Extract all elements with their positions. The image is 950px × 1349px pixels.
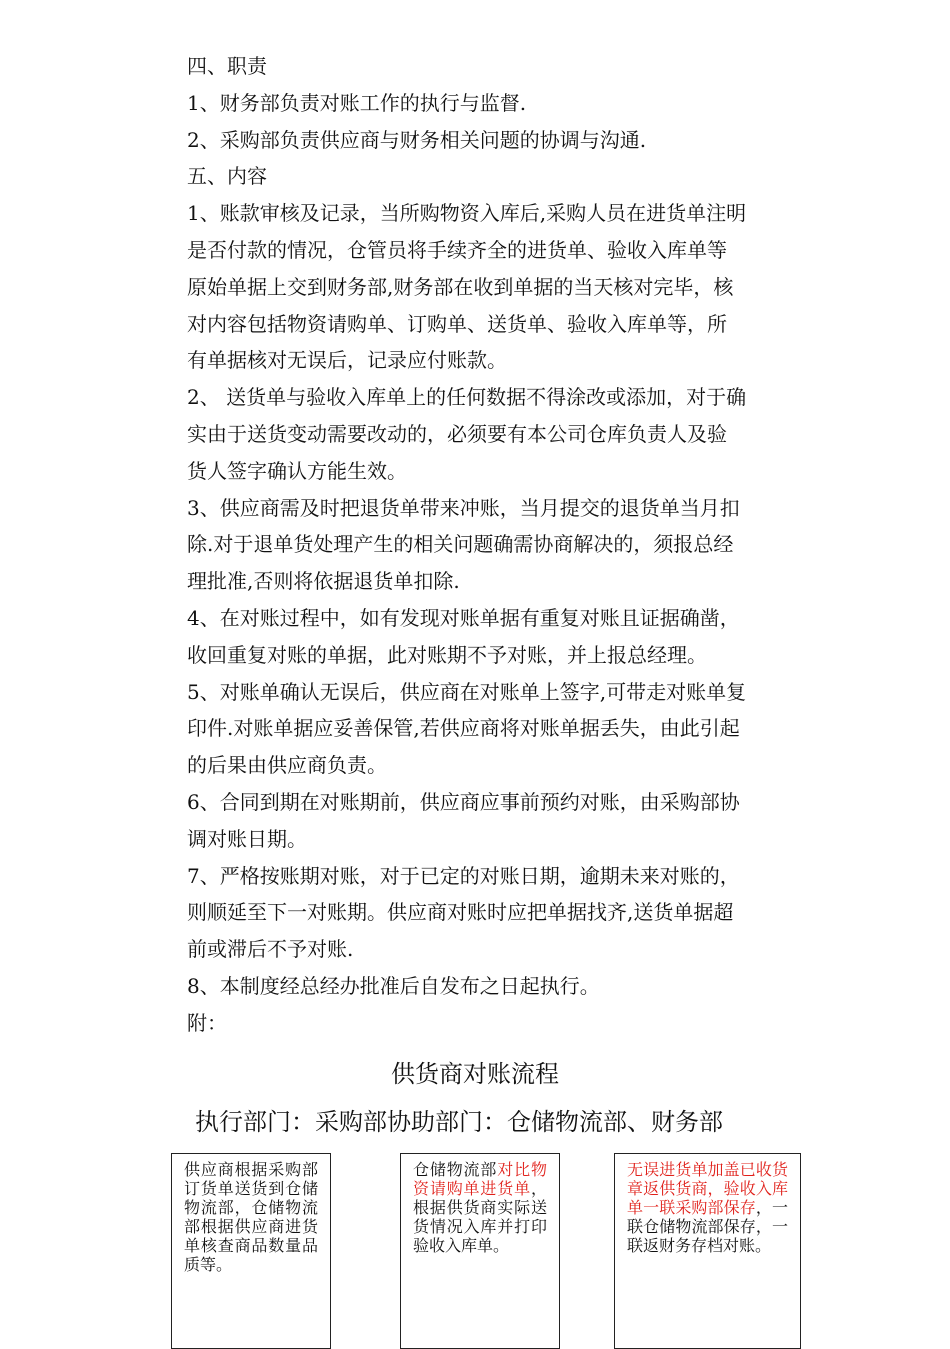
content-line: 4、在对账过程中，如有发现对账单据有重复对账且证据确凿， (187, 605, 740, 630)
flow-box-text: ，一联仓储物流部保存，一联返财务存档对账。 (627, 1198, 788, 1255)
duty-line: 1、财务部负责对账工作的执行与监督. (187, 90, 527, 115)
content-line: 理批准,否则将依据退货单扣除. (187, 569, 460, 594)
content-line: 3、供应商需及时把退货单带来冲账，当月提交的退货单当月扣 (187, 495, 740, 520)
duty-line: 2、采购部负责供应商与财务相关问题的协调与沟通. (187, 127, 647, 152)
content-line: 有单据核对无误后，记录应付账款。 (187, 348, 507, 373)
content-line: 附： (187, 1010, 227, 1035)
content-line: 1、账款审核及记录，当所购物资入库后,采购人员在进货单注明 (187, 201, 747, 226)
content-line: 除.对于退单货处理产生的相关问题确需协商解决的，须报总经 (187, 532, 734, 557)
content-line: 的后果由供应商负责。 (187, 753, 387, 778)
content-heading: 五、内容 (187, 164, 267, 189)
flow-box-warehouse (400, 1153, 560, 1349)
content-line: 实由于送货变动需要改动的，必须要有本公司仓库负责人及验 (187, 421, 727, 446)
content-line: 前或滞后不予对账. (187, 937, 354, 962)
duties-heading: 四、职责 (187, 54, 267, 78)
content-line: 货人签字确认方能生效。 (187, 458, 407, 483)
content-line: 则顺延至下一对账期。供应商对账时应把单据找齐,送货单据超 (187, 900, 734, 925)
content-line: 2、 送货单与验收入库单上的任何数据不得涂改或添加，对于确 (187, 385, 747, 410)
flow-title: 供货商对账流程 (391, 1060, 559, 1088)
content-line: 6、合同到期在对账期前，供应商应事前预约对账，由采购部协 (187, 789, 740, 814)
flow-box-text: ，根据供货商实际送货情况入库并打印验收入库单。 (413, 1179, 547, 1255)
content-line: 对内容包括物资请购单、订购单、送货单、验收入库单等，所 (187, 311, 727, 336)
flow-box-highlight: 无误进货单加盖已收货章返供货商，验收入库单一联采购部保存 (627, 1160, 788, 1217)
content-paragraphs (187, 195, 807, 1041)
flow-departments: 执行部门：采购部协助部门：仓储物流部、财务部 (195, 1108, 723, 1136)
content-line: 收回重复对账的单据，此对账期不予对账，并上报总经理。 (187, 642, 707, 667)
content-line: 印件.对账单据应妥善保管,若供应商将对账单据丢失，由此引起 (187, 716, 740, 741)
flow-box-supplier (171, 1153, 331, 1349)
flow-box-text: 仓储物流部 (413, 1160, 498, 1179)
flow-box-highlight: 对比物资请购单进货单 (413, 1160, 547, 1198)
flow-box-text: 供应商根据采购部订货单送货到仓储物流部，仓储物流部根据供应商进货单核查商品数量品质等。 (184, 1160, 318, 1274)
document-body (187, 48, 807, 1042)
content-line: 是否付款的情况，仓管员将手续齐全的进货单、验收入库单等 (187, 237, 727, 262)
content-line: 调对账日期。 (187, 826, 307, 851)
content-line: 原始单据上交到财务部,财务部在收到单据的当天核对完毕，核 (187, 274, 734, 299)
flow-box-confirmation (614, 1153, 801, 1349)
content-line: 5、对账单确认无误后，供应商在对账单上签字,可带走对账单复 (187, 679, 747, 704)
content-line: 7、严格按账期对账，对于已定的对账日期，逾期未来对账的， (187, 863, 740, 888)
content-line: 8、本制度经总经办批准后自发布之日起执行。 (187, 973, 600, 998)
